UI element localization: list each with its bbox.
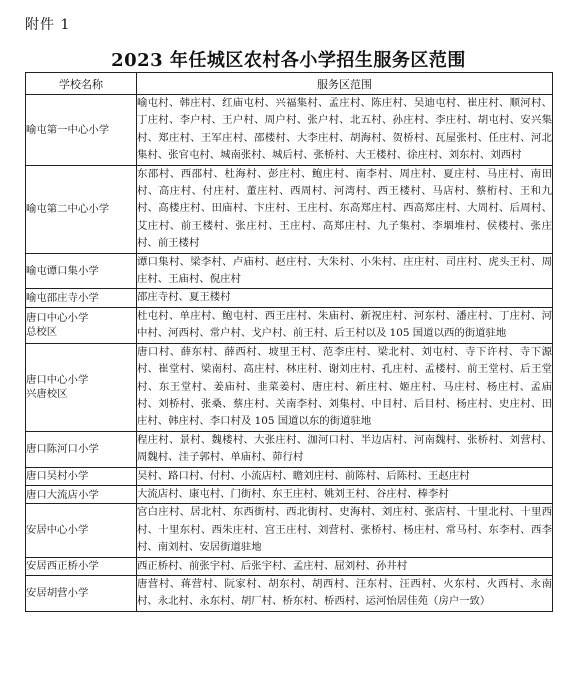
attachment-label: 附件 1 — [25, 17, 71, 33]
school-name: 安居中心小学 — [26, 504, 137, 557]
header-school-name: 学校名称 — [26, 73, 137, 95]
table-row — [26, 289, 553, 307]
table-row — [26, 485, 553, 503]
school-name: 喻屯第二中心小学 — [26, 165, 137, 253]
school-name: 唐口吴村小学 — [26, 467, 137, 485]
table-row — [26, 253, 553, 289]
school-name: 喻屯谭口集小学 — [26, 253, 137, 289]
school-name: 唐口大流店小学 — [26, 485, 137, 503]
header-service-area: 服务区范围 — [137, 73, 553, 95]
table-row — [26, 307, 553, 343]
service-area: 邵庄寺村、夏王楼村 — [137, 289, 553, 307]
service-area: 东邵村、西邵村、杜海村、彭庄村、鲍庄村、南李村、周庄村、夏庄村、马庄村、南田村、高庄村、付庄村、董庄村、西周村、河湾村、西王楼村、马店村、蔡桁村、王和九村、高楼庄村、田庙村、卞庄村、王庄村、东高郑庄村、西高郑庄村、大周村、后周村、艾庄村、前王楼村、张庄村、王庄村、高郑庄村、九子集村、李堌堆村、侯楼村、张庄村、前王楼村 — [137, 165, 553, 253]
table-row — [26, 557, 553, 575]
document-title: 2023 年任城区农村各小学招生服务区范围 — [111, 50, 466, 71]
school-name: 唐口中心小学 兴唐校区 — [26, 343, 137, 431]
service-area: 宫白庄村、居北村、东西街村、西北街村、史海村、刘庄村、张店村、十里北村、十里西村、十里东村、西朱庄村、宫王庄村、刘营村、张桥村、杨庄村、常马村、东李村、西李村、南刘村、安居街道驻地 — [137, 504, 553, 557]
service-area: 吴村、路口村、付村、小流店村、瞻刘庄村、前陈村、后陈村、王赵庄村 — [137, 467, 553, 485]
service-area-table — [25, 72, 553, 612]
school-name: 唐口中心小学 总校区 — [26, 307, 137, 343]
service-area: 唐口村、薛东村、薛西村、坡里王村、范李庄村、梁北村、刘屯村、寺下许村、寺下源村、崔堂村、梁南村、高庄村、林庄村、谢刘庄村、孔庄村、孟楼村、前王堂村、后王堂村、东王堂村、姜庙村、韭菜姜村、唐庄村、新庄村、姬庄村、马庄村、杨庄村、孟庙村、刘桥村、张桑、蔡庄村、关南李村、刘集村、中目村、后目村、杨庄村、史庄村、田庄村、韩庄村、李口村及 105 国道以东的街道驻地 — [137, 343, 553, 431]
table-row — [26, 343, 553, 431]
service-area: 喻屯村、韩庄村、红庙屯村、兴福集村、孟庄村、陈庄村、吴迪屯村、崔庄村、顺河村、丁庄村、李户村、王户村、周户村、张户村、北五村、孙庄村、李庄村、胡屯村、安兴集村、郑庄村、王军庄村、邵楼村、大李庄村、胡海村、贺桥村、瓦屋张村、任庄村、河北集村、张官屯村、城南张村、城后村、张桥村、大王楼村、徐庄村、刘东村、刘西村 — [137, 95, 553, 166]
school-name: 安居西正桥小学 — [26, 557, 137, 575]
school-name: 喻屯第一中心小学 — [26, 95, 137, 166]
table-row — [26, 504, 553, 557]
service-area: 大流店村、康屯村、门街村、东王庄村、姚刘王村、谷庄村、棒李村 — [137, 485, 553, 503]
table-row — [26, 575, 553, 611]
table-row — [26, 467, 553, 485]
school-name: 安居胡营小学 — [26, 575, 137, 611]
table-row — [26, 165, 553, 253]
school-name: 唐口陈河口小学 — [26, 431, 137, 467]
table-row — [26, 431, 553, 467]
table-header-row — [26, 73, 553, 95]
service-area: 谭口集村、梁李村、卢庙村、赵庄村、大朱村、小朱村、庄庄村、司庄村、虎头王村、周庄村、王庙村、倪庄村 — [137, 253, 553, 289]
school-name: 喻屯邵庄寺小学 — [26, 289, 137, 307]
service-area: 杜屯村、单庄村、鲍屯村、西王庄村、朱庙村、新祝庄村、河东村、潘庄村、丁庄村、河中村、河西村、常户村、戈户村、前王村、后王村以及 105 国道以西的街道驻地 — [137, 307, 553, 343]
service-area: 程庄村、景村、魏楼村、大张庄村、泇河口村、半边店村、河南魏村、张桥村、刘营村、周魏村、洼子郭村、单庙村、茆行村 — [137, 431, 553, 467]
service-area: 唐营村、蒋营村、阮家村、胡东村、胡西村、汪东村、汪西村、火东村、火西村、永南村、永北村、永东村、胡厂村、桥东村、桥西村、运河怡居佳苑（房户一致） — [137, 575, 553, 611]
service-area: 西正桥村、前张宇村、后张宇村、孟庄村、屈刘村、孙井村 — [137, 557, 553, 575]
table-row — [26, 95, 553, 166]
